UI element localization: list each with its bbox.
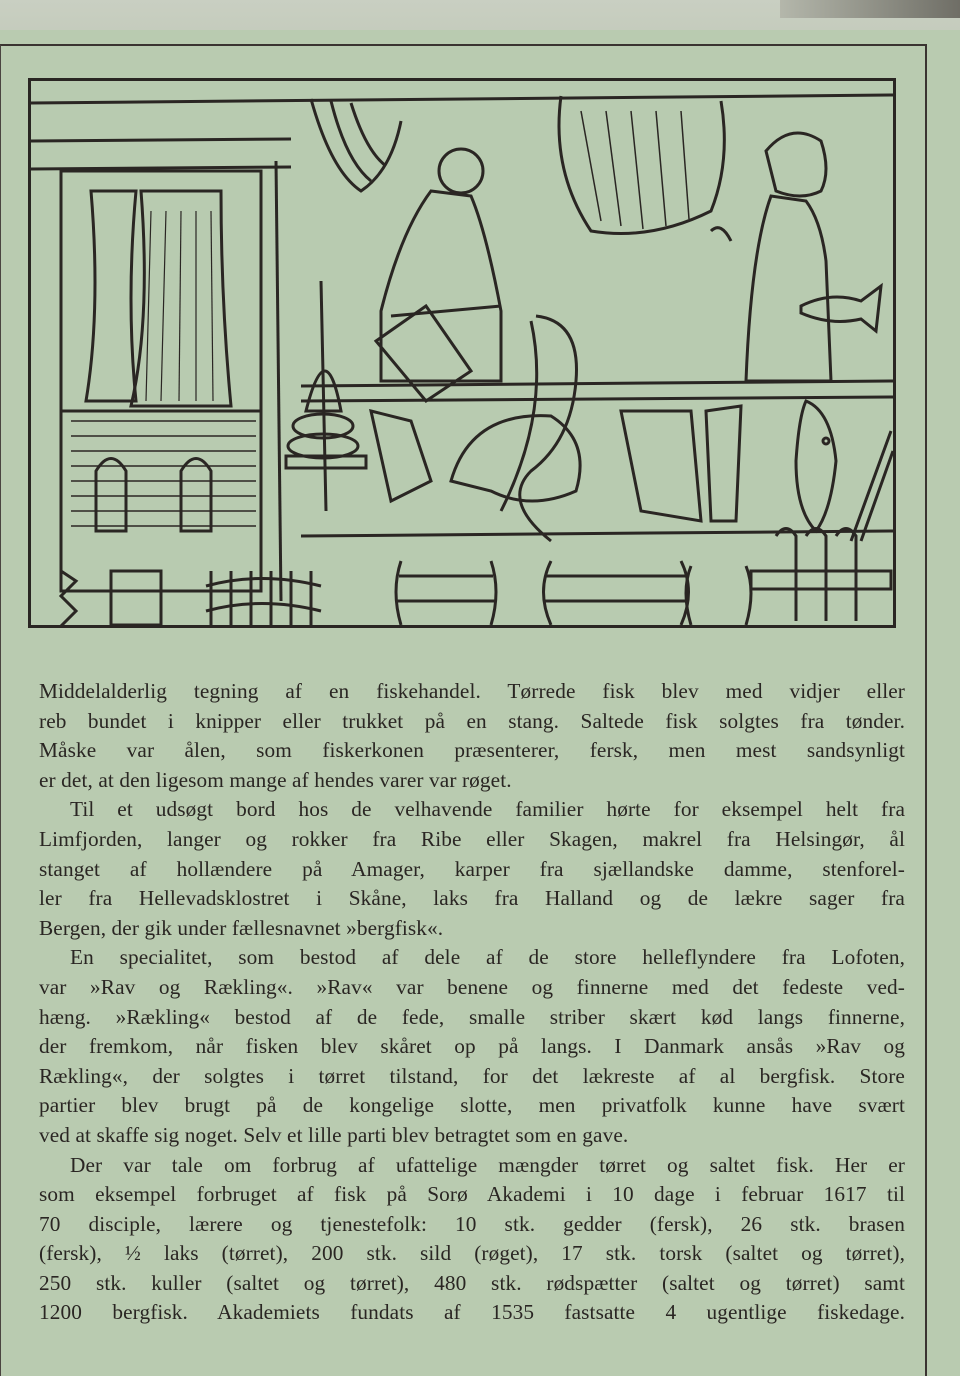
caption-paragraph-3 (39, 943, 905, 1150)
text-line: er det, at den ligesom mange af hendes varer var røget. (39, 767, 512, 792)
fish-market-woodcut-icon (31, 81, 893, 625)
text-line: En specialitet, som bestod af dele af de store helleflyndere fra Lofoten, (70, 945, 905, 970)
text-line: hæng. »Rækling« bestod af de fede, smalle striber skært kød langs finnerne, (39, 1004, 905, 1029)
woodcut-illustration (28, 78, 896, 628)
text-line: Til et udsøgt bord hos de velhavende familier hørte for eksempel helt fra (70, 797, 905, 822)
text-line: 1200 bergfisk. Akademiets fundats af 1535 fastsatte 4 ugentlige fiskedage. (39, 1300, 905, 1325)
text-line: som eksempel forbruget af fisk på Sorø Akademi i 10 dage i februar 1617 til (39, 1182, 905, 1207)
caption-paragraph-4 (39, 1151, 905, 1329)
text-line: partier blev brugt på de kongelige slotte, men privatfolk kunne have svært (39, 1093, 905, 1118)
text-line: Der var tale om forbrug af ufattelige mængder tørret og saltet fisk. Her er (70, 1152, 905, 1177)
text-line: reb bundet i knipper eller trukket på en stang. Saltede fisk solgtes fra tønder. (39, 708, 905, 733)
text-line: 250 stk. kuller (saltet og tørret), 480 stk. rødspætter (saltet og tørret) samt (39, 1270, 905, 1295)
caption-paragraph-2 (39, 795, 905, 943)
text-line: Bergen, der gik under fællesnavnet »bergfisk«. (39, 915, 444, 940)
page-top-edge (0, 0, 960, 30)
text-line: der fremkom, når fisken blev skåret op på langs. I Danmark ansås »Rav og (39, 1034, 905, 1059)
text-line: Rækling«, der solgtes i tørret tilstand, for det lækreste af al bergfisk. Store (39, 1063, 905, 1088)
text-line: Middelalderlig tegning af en fiskehandel. Tørrede fisk blev med vidjer eller (39, 679, 905, 703)
text-line: 70 disciple, lærere og tjenestefolk: 10 stk. gedder (fersk), 26 stk. brasen (39, 1211, 905, 1236)
caption-paragraph-1 (39, 677, 905, 795)
text-line: Limfjorden, langer og rokker fra Ribe eller Skagen, makrel fra Helsingør, ål (39, 826, 905, 851)
text-line: ler fra Hellevadsklostret i Skåne, laks fra Halland og de lækre sager fra (39, 886, 905, 911)
text-line: stanget af hollændere på Amager, karper fra sjællandske damme, stenforel- (39, 856, 905, 881)
text-line: var »Rav og Rækling«. »Rav« var benene og finnerne med det fedeste ved- (39, 974, 905, 999)
caption-text (39, 677, 905, 1328)
text-line: (fersk), ½ laks (tørret), 200 stk. sild (røget), 17 stk. torsk (saltet og tørret), (39, 1241, 905, 1266)
text-line: Måske var ålen, som fiskerkonen præsenterer, fersk, men mest sandsynligt (39, 738, 905, 763)
text-line: ved at skaffe sig noget. Selv et lille parti blev betragtet som en gave. (39, 1122, 629, 1147)
